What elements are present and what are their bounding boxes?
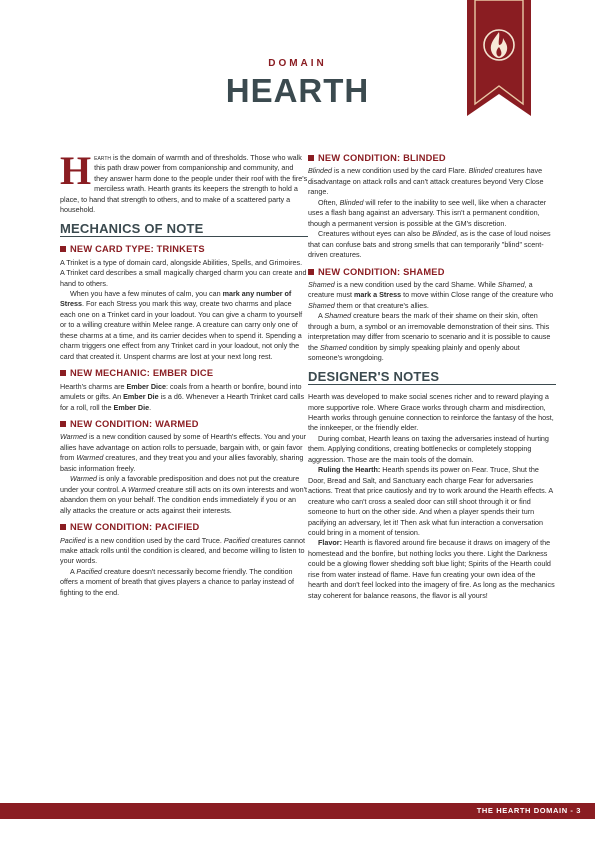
ember-dice-heading: NEW MECHANIC: EMBER DICE [60, 368, 308, 378]
warmed-heading: NEW CONDITION: WARMED [60, 419, 308, 429]
square-bullet-icon [308, 269, 314, 275]
square-bullet-icon [60, 524, 66, 530]
shamed-paragraph-1: Shamed is a new condition used by the card Shame. While Shamed, a creature must mark a Stress to move within Close range of the creature who Shamed them or that creature's allies. [308, 279, 554, 310]
blinded-paragraph-2: Often, Blinded will refer to the inability to see well, like when a character uses a flash bang against an adversary. This isn't a permanent condition, though a permanent version is possible at the GM's discretion. [308, 197, 547, 228]
pacified-heading: NEW CONDITION: PACIFIED [60, 522, 308, 532]
square-bullet-icon [60, 246, 66, 252]
left-column [60, 148, 308, 598]
designers-notes-heading: DESIGNER'S NOTES [308, 372, 556, 385]
intro-paragraph: Hearth is the domain of warmth and of thresholds. Those who walk this path draw power from companionship and community, and they answer harm done to the people under their roof with the fire's merciless wrath. Hearth grants its keepers the strength to hold a place, to hand that strength to others, and to make of a scattered party a household. [60, 148, 308, 215]
page-footer: THE HEARTH DOMAIN - 3 [476, 806, 581, 815]
square-bullet-icon [308, 155, 314, 161]
warmed-paragraph-2: Warmed is only a favorable predisposition and does not put the creature under your control. A Warmed creature still acts on its own interests and won't abandon them on your behalf. The condition ends immediately if you or an ally attacks the creature or acts against their interests. [60, 474, 307, 515]
shamed-heading: NEW CONDITION: SHAMED [308, 267, 556, 277]
blinded-heading: NEW CONDITION: BLINDED [308, 153, 556, 163]
blinded-paragraph-1: Blinded is a new condition used by the card Flare. Blinded creatures have disadvantage on attack rolls and can't attack creatures beyond Very Close range. [308, 166, 544, 197]
designers-notes-paragraph-3: Ruling the Hearth: Hearth spends its power on Fear. Truce, Shut the Door, Bread and Salt, and Sanctuary each charge Fear for adversaries actions. Treat that price cautiosly and try to work around the Hearth effects. A creature who can't cross a sealed door can still shoot through it or find someone to hurt on the other side. And when a player spends their turn pacifying an adversary, let it! Then ask what fun interaction a conversation could bring in a moment of tension. [308, 465, 553, 537]
trinkets-paragraph-1: A Trinket is a type of domain card, alongside Abilities, Spells, and Grimoires. A Trinket card describes a small magically charged charm you can create and hand to others. [60, 257, 307, 288]
square-bullet-icon [60, 370, 66, 376]
designers-notes-paragraph-2: During combat, Hearth leans on taxing the adversaries instead of hurting them. Applying conditions, creating bottlenecks or completely stopping aggression. Those are the main tools of the domain. [308, 433, 549, 464]
designers-notes-paragraph-4: Flavor: Hearth is flavored around fire because it draws on imagery of the homestead and the bonfire, but nothing locks you there. Light the Darkness could be a glowing flower shedding soft blue light; Spirits of the Hearth could rise from water instead of flame. Have fun creating your own idea of the hearth and don't feel locked into the imagery of fire. As long as the mechanics stay coherent for balance reasons, the flavor is all yours! [308, 538, 555, 600]
shamed-paragraph-2: A Shamed creature bears the mark of their shame on their skin, often through a burn, a symbol or an irremovable demonstration of their sins. This interpretation may differ from scenario to scenario and it is possible to cause the Shamed condition by simply speaking plainly and openly about someone's wrongdoing. [308, 311, 551, 363]
trinkets-paragraph-2: When you have a few minutes of calm, you can mark any number of Stress. For each Stress you mark this way, create two charms and place each one on a Trinket card in your loadout. You can give a charm to yourself or to a willing creature within Melee range. A creature can carry only one of these charms at a time, and its carrier decides when to spend it. Spending a charm triggers one effect from any Trinket card in your loadout, not only the card that created it. Unspent charms are lost at your next long rest. [60, 288, 303, 361]
square-bullet-icon [60, 421, 66, 427]
pacified-paragraph-1: Pacified is a new condition used by the card Truce. Pacified creatures cannot make attack rolls until the condition is cleared, and become willing to listen to your words. [60, 535, 305, 566]
warmed-paragraph-1: Warmed is a new condition caused by some of Hearth's effects. You and your allies have advantage on action rolls to persuade, bargain with, or gain favor from Warmed creatures, and they treat you and your allies favorably, sharing basic information freely. [60, 432, 307, 473]
mechanics-heading: MECHANICS OF NOTE [60, 224, 308, 237]
pacified-paragraph-2: A Pacified creature doesn't necessarily become friendly. The condition offers a moment of breath that gives players a chance to parlay instead of fighting to the end. [60, 566, 294, 597]
blinded-paragraph-3: Creatures without eyes can also be Blinded, as is the case of loud noises that can confuse bats and strong smells that can temporarily "blind" scent-driven creatures. [308, 229, 551, 260]
trinkets-heading: NEW CARD TYPE: TRINKETS [60, 244, 308, 254]
ember-dice-paragraph: Hearth's charms are Ember Dice: coals from a hearth or bonfire, bound into amulets or gifts. An Ember Die is a d6. Whenever a Hearth Trinket card calls for a roll, roll the Ember Die. [60, 381, 305, 412]
page-title: HEARTH [225, 72, 370, 109]
drop-cap: H [60, 148, 92, 193]
domain-supertitle: DOMAIN [268, 58, 327, 69]
right-column [308, 152, 556, 601]
designers-notes-paragraph-1: Hearth was developed to make social scenes richer and to reward playing a more supportive role. Where Grace works through charm and misdirection, Hearth works through genuine connection to reinforce the fantasy of the host, the innkeeper, or the friendly elder. [308, 392, 554, 433]
